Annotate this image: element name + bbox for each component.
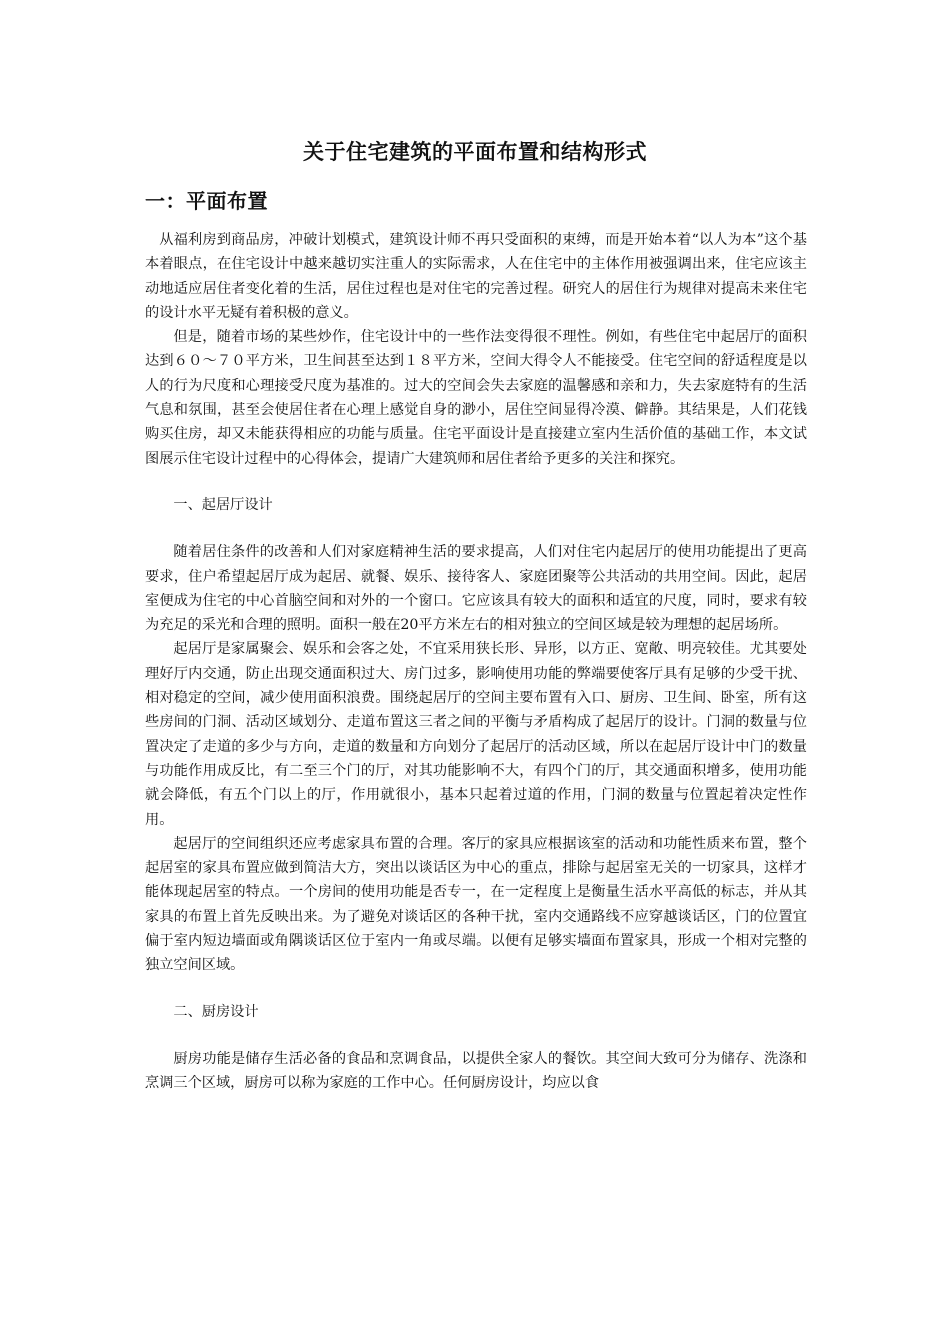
subsection-heading: 一、起居厅设计	[173, 496, 273, 513]
spacer	[145, 471, 807, 493]
body-paragraph: 厨房功能是储存生活必备的食品和烹调食品，以提供全家人的餐饮。其空间大致可分为储存、洗涤和烹调三个区域，厨房可以称为家庭的工作中心。任何厨房设计，均应以食	[145, 1050, 807, 1092]
body-paragraph: 起居厅是家属聚会、娱乐和会客之处，不宜采用狭长形、异形，以方正、宽敞、明亮较佳。尤其要处理好厅内交通，防止出现交通面积过大、房门过多，影响使用功能的弊端要使客厅具有足够的少受干扰、相对稳定的空间，减少使用面积浪费。围绕起居厅的空间主要布置有入口、厨房、卫生间、卧室，所有这些房间的门洞、活动区域划分、走道布置这三者之间的平衡与矛盾构成了起居厅的设计。门洞的数量与位置决定了走道的多少与方向，走道的数量和方向划分了起居厅的活动区域，所以在起居厅设计中门的数量与功能作用成反比，有二至三个门的厅，对其功能影响不大，有四个门的厅，其交通面积增多，使用功能就会降低，有五个门以上的厅，作用就很小，基本只起着过道的作用，门洞的数量与位置起着决定性作用。	[145, 641, 807, 828]
spacer	[145, 517, 807, 540]
spacer	[145, 978, 807, 1000]
body-paragraph: 起居厅的空间组织还应考虑家具布置的合理。客厅的家具应根据该室的活动和功能性质来布置，整个起居室的家具布置应做到简洁大方，突出以谈话区为中心的重点，排除与起居室无关的一切家具，这样才能体现起居室的特点。一个房间的使用功能是否专一，在一定程度上是衡量生活水平高低的标志，并从其家具的布置上首先反映出来。为了避免对谈话区的各种干扰，室内交通路线不应穿越谈话区，门的位置宜偏于室内短边墙面或角隅谈话区位于室内一角或尽端。以便有足够实墙面布置家具，形成一个相对完整的独立空间区域。	[145, 835, 807, 974]
document-title: 关于住宅建筑的平面布置和结构形式	[303, 140, 647, 164]
document-body	[145, 228, 807, 1096]
section-heading: 一：平面布置	[145, 189, 268, 213]
body-paragraph: 随着居住条件的改善和人们对家庭精神生活的要求提高，人们对住宅内起居厅的使用功能提出了更高要求，住户希望起居厅成为起居、就餐、娱乐、接待客人、家庭团聚等公共活动的共用空间。因此，起居室便成为住宅的中心首脑空间和对外的一个窗口。它应该具有较大的面积和适宜的尺度，同时，要求有较为充足的采光和合理的照明。面积一般在20平方米左右的相对独立的空间区域是较为理想的起居场所。	[145, 544, 807, 634]
subsection-heading: 二、厨房设计	[173, 1003, 259, 1020]
body-paragraph: 从福利房到商品房，冲破计划模式，建筑设计师不再只受面积的束缚，而是开始本着“以人为本”这个基本着眼点，在住宅设计中越来越切实注重人的实际需求，人在住宅中的主体作用被强调出来，住宅应该主动地适应居住者变化着的生活，居住过程也是对住宅的完善过程。研究人的居住行为规律对提高未来住宅的设计水平无疑有着积极的意义。	[145, 232, 807, 321]
body-paragraph: 但是，随着市场的某些炒作，住宅设计中的一些作法变得很不理性。例如，有些住宅中起居厅的面积达到６０～７０平方米，卫生间甚至达到１８平方米，空间大得令人不能接受。住宅空间的舒适程度是以人的行为尺度和心理接受尺度为基准的。过大的空间会失去家庭的温馨感和亲和力，失去家庭特有的生活气息和氛围，甚至会使居住者在心理上感觉自身的渺小，居住空间显得冷漠、僻静。其结果是，人们花钱购买住房，却又未能获得相应的功能与质量。住宅平面设计是直接建立室内生活价值的基础工作，本文试图展示住宅设计过程中的心得体会，提请广大建筑师和居住者给予更多的关注和探究。	[145, 329, 807, 467]
spacer	[145, 1024, 807, 1047]
